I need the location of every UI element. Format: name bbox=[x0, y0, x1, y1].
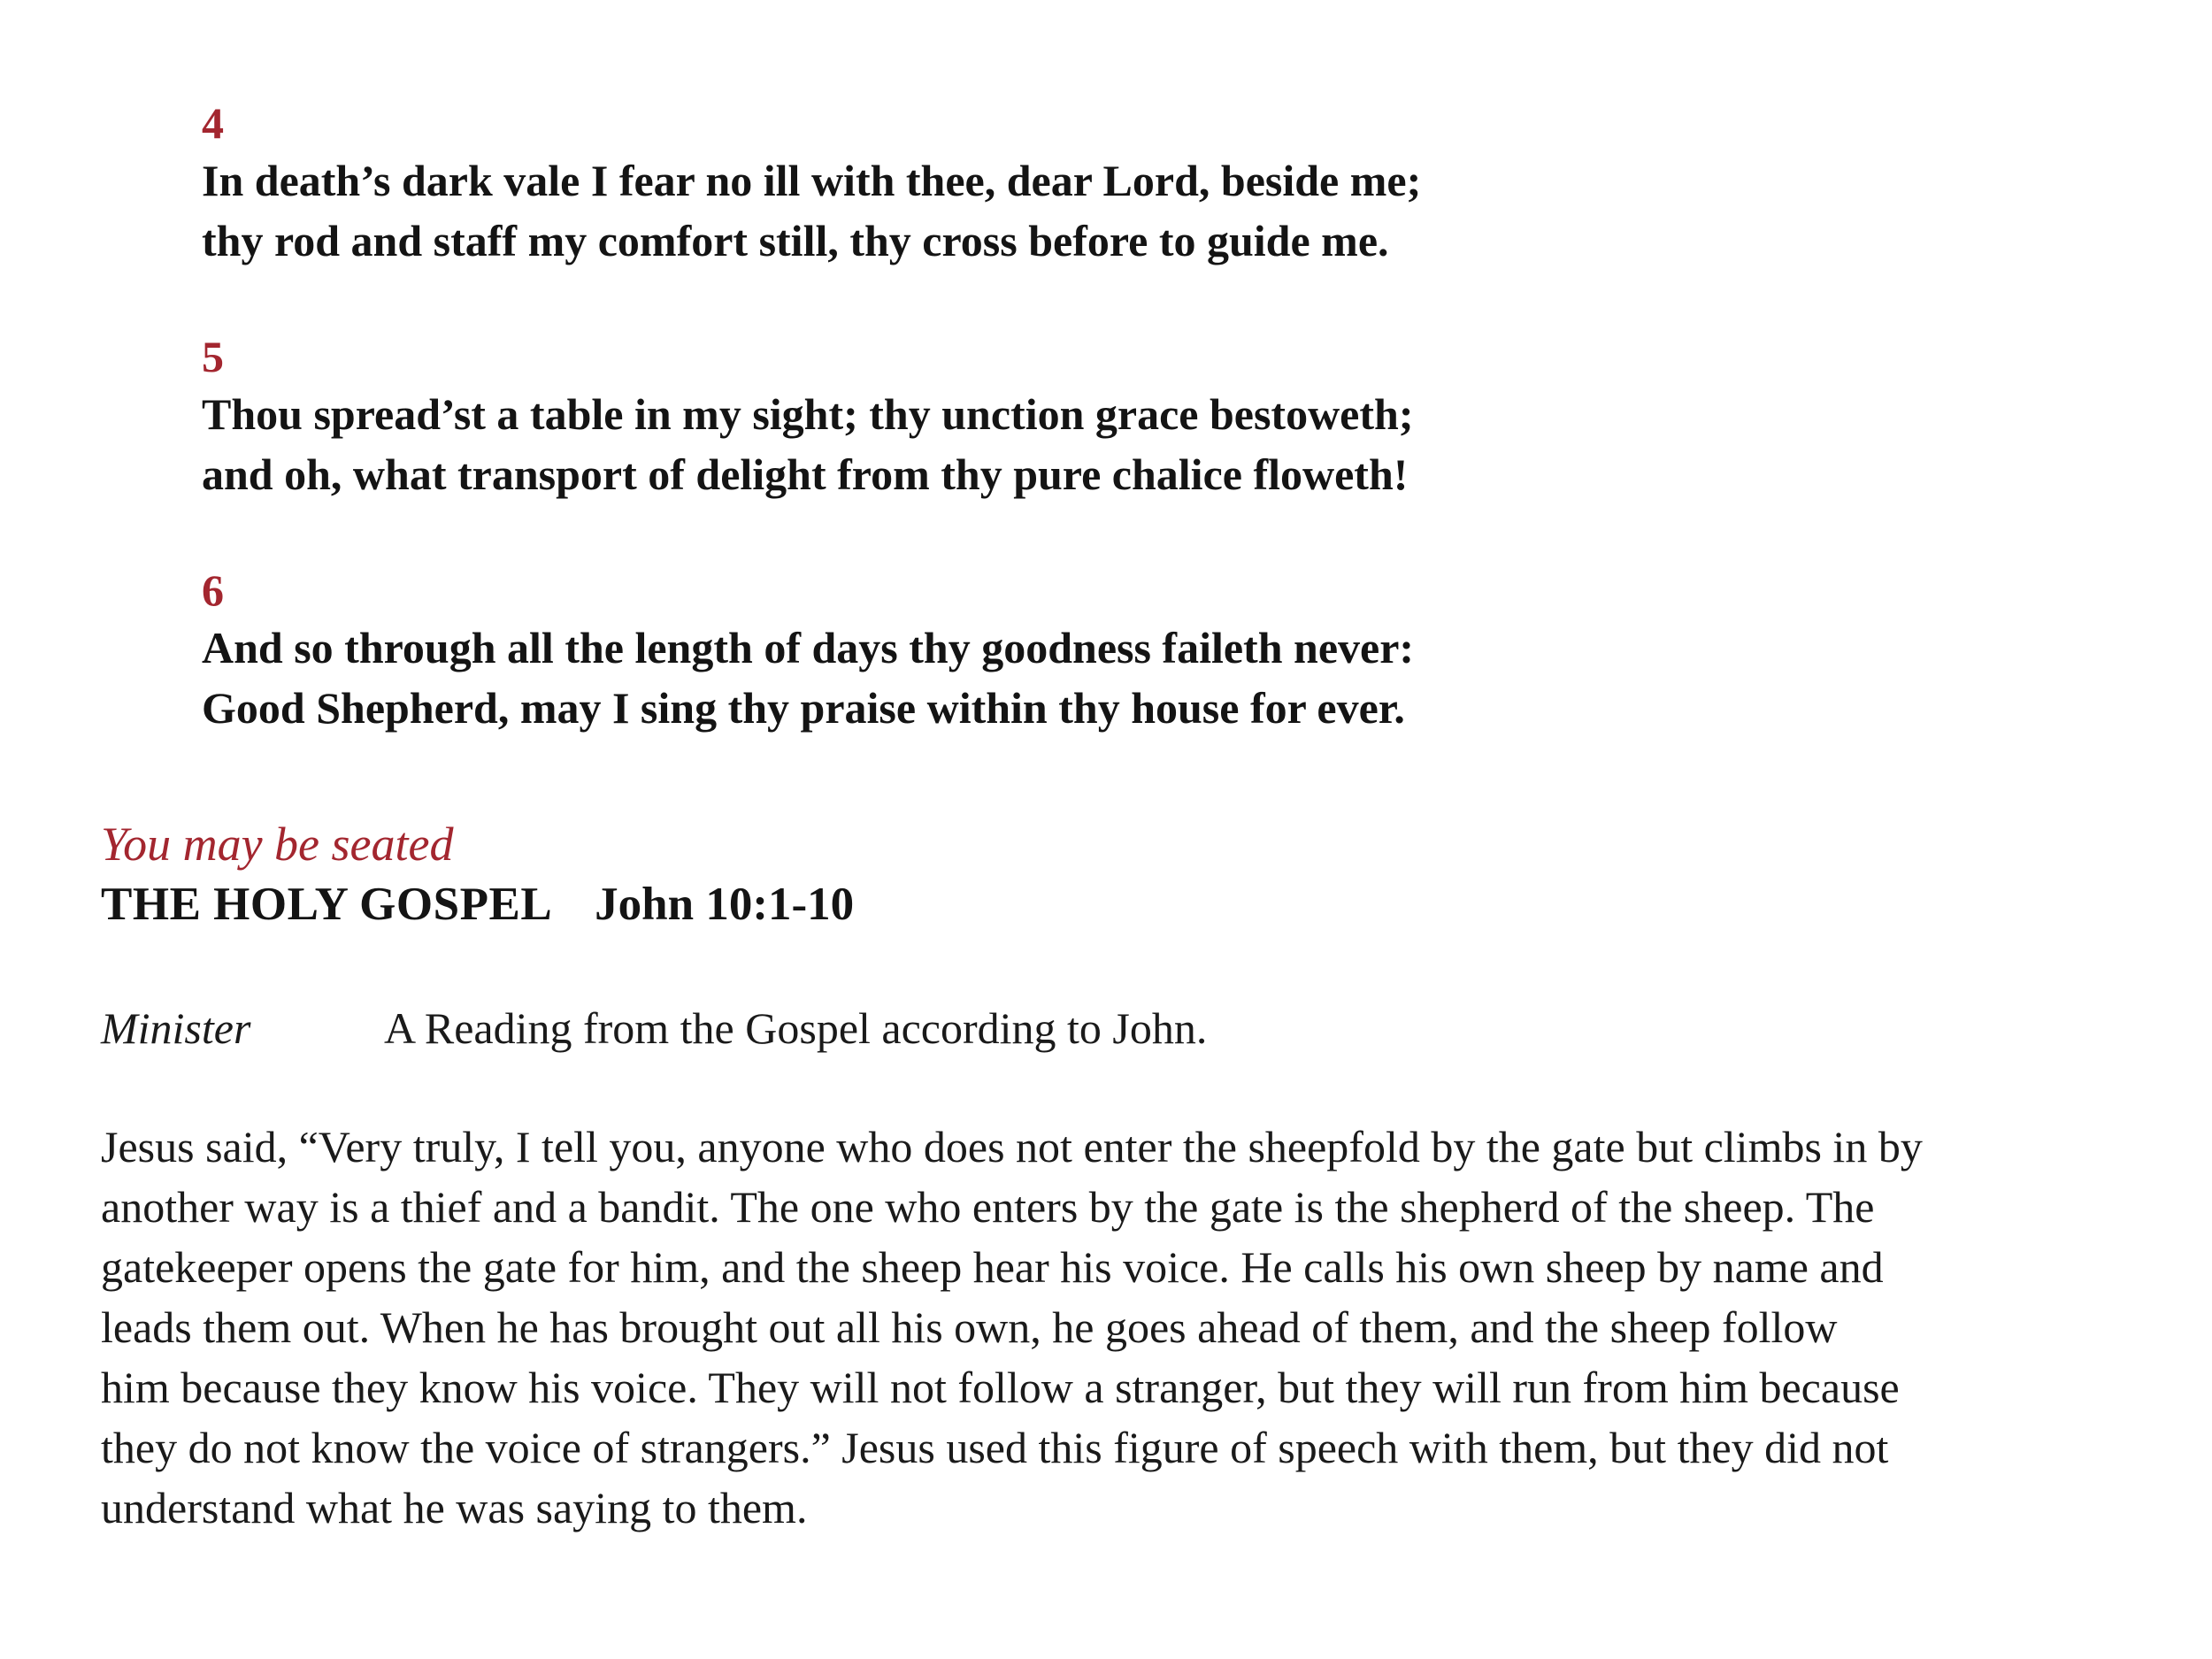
gospel-heading bbox=[101, 876, 854, 933]
verse-line: And so through all the length of days thy goodness faileth never: bbox=[202, 623, 1415, 672]
gospel-line: another way is a thief and a bandit. The one who enters by the gate is the shepherd of the sheep. The bbox=[101, 1182, 1875, 1232]
speaker-label: Minister bbox=[101, 1003, 251, 1053]
verse-line: thy rod and staff my comfort still, thy cross before to guide me. bbox=[202, 216, 1389, 265]
hymn-verse-6 bbox=[202, 563, 1706, 738]
hymn-verse-5 bbox=[202, 329, 1706, 504]
announcement-text: A Reading from the Gospel according to John. bbox=[384, 1003, 1208, 1053]
minister-announcement bbox=[101, 1000, 1207, 1056]
verse-line: Good Shepherd, may I sing thy praise within thy house for ever. bbox=[202, 683, 1405, 733]
gospel-line: understand what he was saying to them. bbox=[101, 1483, 808, 1532]
hymn-verses bbox=[202, 96, 1706, 796]
gospel-heading-title: THE HOLY GOSPEL bbox=[101, 879, 553, 930]
gospel-line: gatekeeper opens the gate for him, and the sheep hear his voice. He calls his own sheep by name and bbox=[101, 1242, 1884, 1292]
verse-number: 4 bbox=[202, 98, 224, 148]
verse-number: 6 bbox=[202, 565, 224, 615]
gospel-line: him because they know his voice. They will not follow a stranger, but they will run from him because bbox=[101, 1363, 1900, 1412]
gospel-line: they do not know the voice of strangers.” Jesus used this figure of speech with them, but they did not bbox=[101, 1423, 1889, 1472]
seated-rubric: You may be seated bbox=[101, 818, 454, 871]
gospel-reading-text bbox=[101, 1117, 2118, 1538]
verse-line: Thou spread’st a table in my sight; thy unction grace bestoweth; bbox=[202, 389, 1414, 439]
gospel-line: leads them out. When he has brought out all his own, he goes ahead of them, and the sheep follow bbox=[101, 1302, 1838, 1352]
hymn-verse-4 bbox=[202, 96, 1706, 271]
verse-line: and oh, what transport of delight from thy pure chalice floweth! bbox=[202, 449, 1409, 499]
gospel-heading-reference: John 10:1-10 bbox=[595, 879, 855, 930]
verse-number: 5 bbox=[202, 332, 224, 381]
gospel-line: Jesus said, “Very truly, I tell you, anyone who does not enter the sheepfold by the gate but climbs in by bbox=[101, 1122, 1923, 1171]
verse-line: In death’s dark vale I fear no ill with thee, dear Lord, beside me; bbox=[202, 156, 1422, 205]
